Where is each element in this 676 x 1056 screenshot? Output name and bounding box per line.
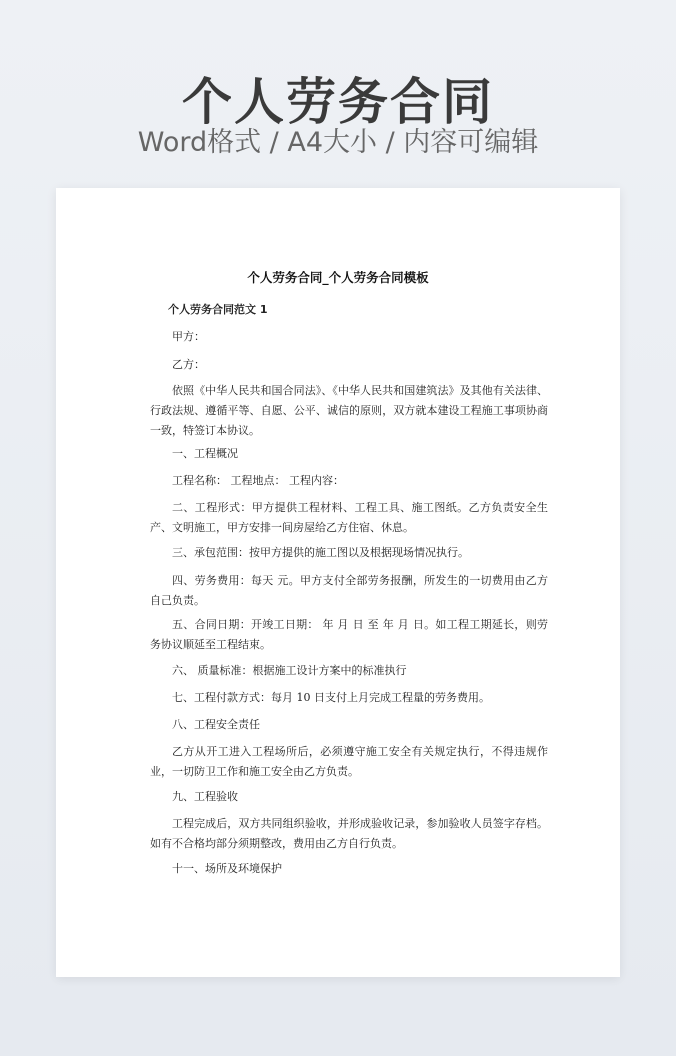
paragraph-9: 九、工程验收 — [172, 790, 238, 803]
paragraph-11: 十一、场所及环境保护 — [172, 862, 282, 875]
paragraph-5: 五、合同日期：开竣工日期： 年 月 日 至 年 月 日。如工程工期延长，则劳务协议顺延至工程结束。 — [150, 618, 548, 651]
banner-subtitle: Word格式 / A4大小 / 内容可编辑 — [137, 127, 539, 158]
paragraph-6: 六、 质量标准：根据施工设计方案中的标准执行 — [172, 664, 407, 677]
paragraph-safety: 乙方从开工进入工程场所后，必须遵守施工安全有关规定执行，不得违规作业，一切防卫工作和施工安全由乙方负责。 — [150, 745, 548, 778]
paragraph-preamble: 依照《中华人民共和国合同法》、《中华人民共和国建筑法》及其他有关法律、行政法规、遵循平等、自愿、公平、诚信的原则，双方就本建设工程施工事项协商一致，特签订本协议。 — [150, 384, 548, 437]
paragraph-party-a: 甲方： — [172, 330, 205, 343]
banner-title: 个人劳务合同 — [182, 73, 494, 131]
section-heading: 个人劳务合同范文 1 — [168, 303, 268, 316]
paragraph-1: 一、工程概况 — [172, 447, 238, 460]
document-title: 个人劳务合同_个人劳务合同模板 — [247, 270, 429, 285]
paragraph-8: 八、工程安全责任 — [172, 718, 260, 731]
paragraph-acceptance: 工程完成后，双方共同组织验收，并形成验收记录，参加验收人员签字存档。如有不合格均部分须期整改，费用由乙方自行负责。 — [150, 817, 548, 850]
paragraph-7: 七、工程付款方式：每月 10 日支付上月完成工程量的劳务费用。 — [172, 691, 490, 704]
document-page — [56, 188, 620, 977]
paragraph-party-b: 乙方： — [172, 358, 205, 371]
paragraph-3: 三、承包范围：按甲方提供的施工图以及根据现场情况执行。 — [172, 546, 469, 559]
paragraph-2: 二、工程形式：甲方提供工程材料、工程工具、施工图纸。乙方负责安全生产、文明施工，甲方安排一间房屋给乙方住宿、休息。 — [150, 501, 548, 534]
paragraph-project-info: 工程名称： 工程地点： 工程内容： — [172, 474, 344, 487]
paragraph-4: 四、劳务费用：每天 元。甲方支付全部劳务报酬，所发生的一切费用由乙方自己负责。 — [150, 574, 548, 607]
